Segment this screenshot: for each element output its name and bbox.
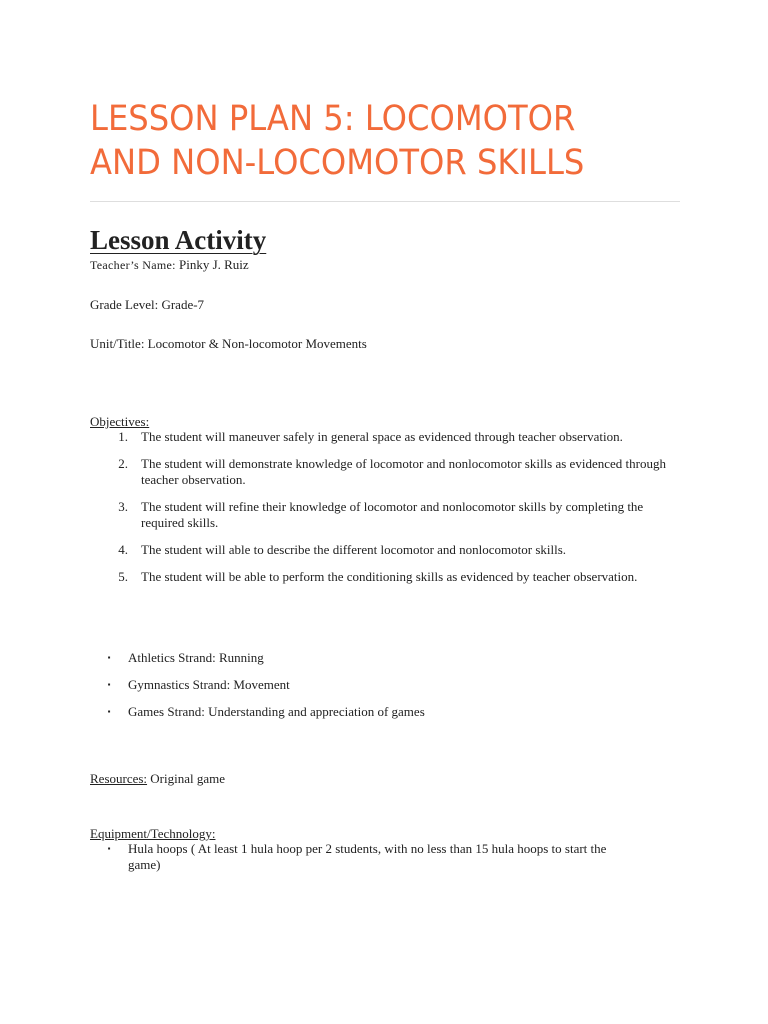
- strand-item: [90, 704, 680, 720]
- grade-level-line: Grade Level: Grade-7: [90, 297, 205, 312]
- resources-value: Original game: [150, 771, 226, 786]
- teacher-name-label: Teacher’s Name:: [90, 258, 176, 272]
- strand-text: Athletics Strand: Running: [128, 650, 264, 665]
- strand-text: Games Strand: Understanding and appreciation of games: [128, 704, 425, 719]
- objective-item: [90, 456, 680, 488]
- objective-text: The student will maneuver safely in general space as evidenced through teacher observation.: [141, 429, 623, 444]
- objective-item: [90, 499, 680, 531]
- objectives-label: Objectives:: [90, 414, 150, 429]
- strands-list: [90, 650, 680, 731]
- objective-number: 2.: [118, 456, 128, 471]
- strand-item: [90, 650, 680, 666]
- objective-number: 3.: [118, 499, 128, 514]
- section-heading: Lesson Activity: [90, 225, 267, 255]
- equipment-label: Equipment/Technology:: [90, 826, 216, 841]
- equipment-item: [90, 841, 630, 873]
- square-bullet-icon: ▪: [107, 707, 111, 716]
- objective-text: The student will demonstrate knowledge of locomotor and nonlocomotor skills as evidenced through teacher observation.: [141, 456, 666, 487]
- strand-text: Gymnastics Strand: Movement: [128, 677, 290, 692]
- objectives-list: [90, 429, 680, 596]
- resources-label: Resources:: [90, 771, 148, 786]
- unit-title-line: Unit/Title: Locomotor & Non-locomotor Movements: [90, 336, 367, 351]
- equipment-text: Hula hoops ( At least 1 hula hoop per 2 students, with no less than 15 hula hoops to start the game): [128, 841, 607, 872]
- title-divider: [90, 201, 680, 202]
- objective-number: 1.: [118, 429, 128, 444]
- equipment-list: [90, 841, 630, 884]
- objective-number: 4.: [118, 542, 128, 557]
- teacher-name-value: Pinky J. Ruiz: [178, 257, 249, 272]
- document-title: LESSON PLAN 5: LOCOMOTOR AND NON-LOCOMOTOR SKILLS: [90, 99, 585, 183]
- objective-item: [90, 569, 680, 585]
- strand-item: [90, 677, 680, 693]
- resources-line: [90, 771, 225, 787]
- teacher-name-line: [90, 257, 249, 273]
- square-bullet-icon: ▪: [107, 844, 111, 853]
- objective-item: [90, 542, 680, 558]
- objective-number: 5.: [118, 569, 128, 584]
- objective-item: [90, 429, 680, 445]
- square-bullet-icon: ▪: [107, 680, 111, 689]
- objective-text: The student will be able to perform the conditioning skills as evidenced by teacher observation.: [141, 569, 638, 584]
- square-bullet-icon: ▪: [107, 653, 111, 662]
- objective-text: The student will able to describe the different locomotor and nonlocomotor skills.: [141, 542, 567, 557]
- objective-text: The student will refine their knowledge of locomotor and nonlocomotor skills by completing the required skills.: [141, 499, 644, 530]
